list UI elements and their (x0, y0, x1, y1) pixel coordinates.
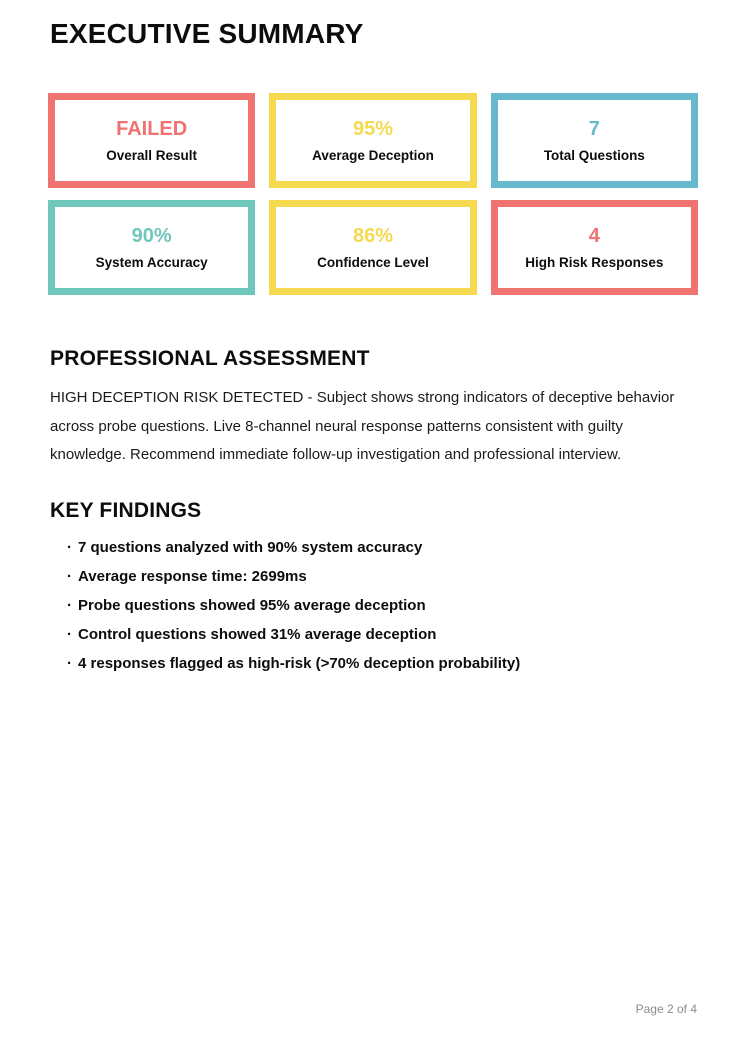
key-finding-item (67, 656, 698, 671)
stat-card-label: Confidence Level (317, 254, 429, 270)
key-finding-item (67, 569, 698, 584)
stat-card-value: FAILED (116, 117, 188, 140)
stats-grid (48, 93, 698, 295)
professional-assessment-heading: PROFESSIONAL ASSESSMENT (50, 347, 370, 370)
bullet-glyph: · (67, 538, 72, 556)
stat-card-label: Average Deception (312, 147, 434, 163)
stat-card-label: High Risk Responses (525, 254, 664, 270)
stat-card-value: 86% (352, 224, 393, 247)
stat-card-label: System Accuracy (95, 254, 208, 270)
stat-card-value: 90% (131, 224, 172, 247)
key-finding-item (67, 627, 698, 642)
stat-card-high-risk-responses (491, 200, 698, 295)
key-finding-item (67, 540, 698, 555)
key-findings-section (48, 500, 698, 671)
page-number: Page 2 of 4 (635, 1002, 697, 1016)
bullet-glyph: · (67, 654, 72, 672)
professional-assessment-body: HIGH DECEPTION RISK DETECTED - Subject shows strong indicators of deceptive behavior across probe questions. Live 8-channel neural response patterns consistent with guilty knowledge. Recommend immediate follow-up investigation and professional interview. (50, 389, 675, 463)
key-finding-item (67, 598, 698, 613)
key-finding-text: Average response time: 2699ms (78, 567, 307, 585)
stat-card-label: Overall Result (106, 147, 198, 163)
key-findings-heading: KEY FINDINGS (50, 498, 202, 522)
stat-card-value: 7 (588, 117, 600, 140)
stat-card-value: 95% (352, 117, 393, 140)
key-finding-text: 7 questions analyzed with 90% system accuracy (78, 538, 423, 556)
key-finding-text: Probe questions showed 95% average deception (78, 596, 426, 614)
bullet-glyph: · (67, 625, 72, 643)
bullet-glyph: · (67, 596, 72, 614)
stat-card-overall-result (48, 93, 255, 188)
stat-card-value: 4 (588, 224, 600, 247)
stat-card-confidence-level (269, 200, 476, 295)
key-finding-text: Control questions showed 31% average deception (78, 625, 437, 643)
bullet-glyph: · (67, 567, 72, 585)
stat-card-system-accuracy (48, 200, 255, 295)
stat-card-average-deception (269, 93, 476, 188)
professional-assessment-section (48, 348, 698, 470)
page-title: EXECUTIVE SUMMARY (50, 18, 364, 49)
stat-card-label: Total Questions (543, 147, 645, 163)
key-finding-text: 4 responses flagged as high-risk (>70% deception probability) (78, 654, 521, 672)
stat-card-total-questions (491, 93, 698, 188)
key-findings-list (67, 540, 698, 671)
